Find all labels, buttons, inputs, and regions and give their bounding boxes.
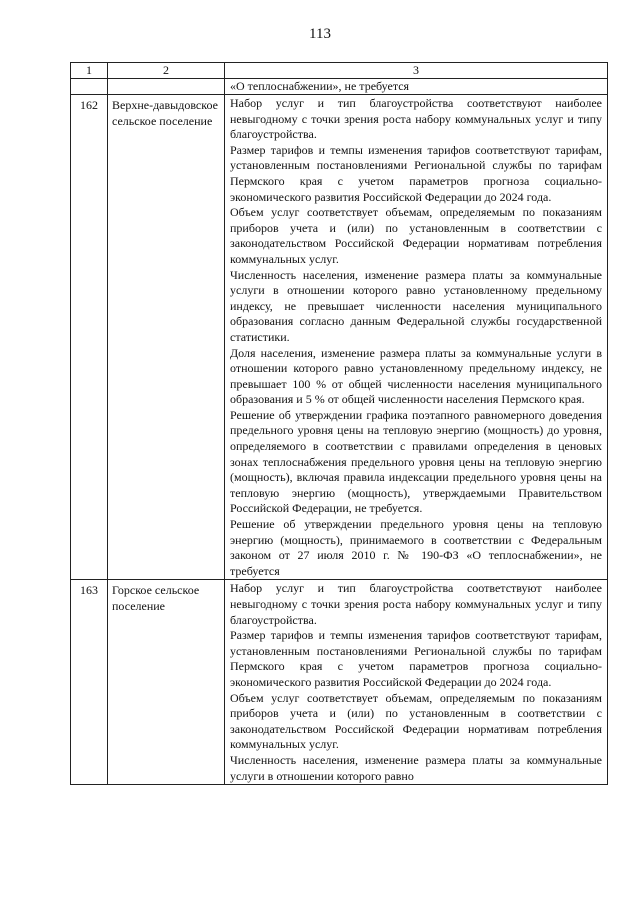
- continuation-text: «О теплоснабжении», не требуется: [230, 79, 410, 93]
- description-cell: [225, 95, 608, 580]
- table-row: [71, 95, 608, 580]
- row-number: 163: [80, 583, 98, 598]
- description-paragraph: Размер тарифов и темпы изменения тарифов соответствуют тарифам, установленным постановлениями Региональной службы по тарифам Пермского края с учетом параметров прогноза социально-экономического развития Российской Федерации до 2024 года.: [230, 142, 602, 204]
- municipality-name: Горское сельское поселение: [112, 583, 200, 614]
- header-col-3: 3: [225, 63, 608, 79]
- description-paragraph: Доля населения, изменение размера платы за коммунальные услуги в отношении которого равно установленному предельному индексу, не превышает 100 % от общей численности населения муниципального образования и 5 % от общей численности населения Пермского края.: [230, 345, 602, 407]
- header-col-2: 2: [108, 63, 225, 79]
- header-col-1: 1: [71, 63, 108, 79]
- data-table: [70, 62, 608, 785]
- description-paragraph: Решение об утверждении графика поэтапного равномерного доведения предельного уровня цены на тепловую энергию (мощность) до уровня, определяемого в соответствии с правилами определения в ценовых зонах теплоснабжения предельного уровня цены на тепловую энергию (мощность), включая правила индексации предельного уровня цены на тепловую энергию (мощность), утверждаемыми Правительством Российской Федерации, не требуется.: [230, 407, 602, 516]
- description-paragraph: Набор услуг и тип благоустройства соответствуют наиболее невыгодному с точки зрения роста набору коммунальных услуг и типу благоустройства.: [230, 96, 602, 142]
- description-paragraph: Набор услуг и тип благоустройства соответствуют наиболее невыгодному с точки зрения роста набору коммунальных услуг и типу благоустройства.: [230, 581, 602, 627]
- row-number-cell: [71, 580, 108, 785]
- row-number-cell: [71, 95, 108, 580]
- description-paragraph: Численность населения, изменение размера платы за коммунальные услуги в отношении которого равно: [230, 752, 602, 783]
- description-paragraph: Объем услуг соответствует объемам, определяемым по показаниям приборов учета и (или) по установленным в соответствии с законодательством Российской Федерации нормативам потребления коммунальных услуг.: [230, 690, 602, 752]
- municipality-cell: [108, 580, 225, 785]
- description-paragraph: Размер тарифов и темпы изменения тарифов соответствуют тарифам, установленным постановлениями Региональной службы по тарифам Пермского края с учетом параметров прогноза социально-экономического развития Российской Федерации до 2024 года.: [230, 628, 602, 689]
- page-number: 113: [309, 26, 331, 42]
- continuation-num-cell: [71, 79, 108, 95]
- table-header-row: [71, 63, 608, 79]
- description-paragraph: Численность населения, изменение размера платы за коммунальные услуги в отношении которого равно установленному предельному индексу, не превышает численности населения муниципального образования согласно данным Федеральной службы государственной статистики.: [230, 267, 602, 344]
- continuation-row: [71, 79, 608, 95]
- description-paragraph: Решение об утверждении предельного уровня цены на тепловую энергию (мощность), принимаемого в соответствии с Федеральным законом от 27 июля 2010 г. № 190-ФЗ «О теплоснабжении», не требуется: [230, 517, 602, 578]
- description-cell: [225, 580, 608, 785]
- description-paragraph: Объем услуг соответствует объемам, определяемым по показаниям приборов учета и (или) по установленным в соответствии с законодательством Российской Федерации нормативам потребления коммунальных услуг.: [230, 205, 602, 266]
- table-row: [71, 580, 608, 785]
- municipality-cell: [108, 95, 225, 580]
- continuation-name-cell: [108, 79, 225, 95]
- continuation-text-cell: [225, 79, 608, 95]
- row-number: 162: [80, 98, 98, 112]
- municipality-name: Верхне-давыдовское сельское поселение: [112, 98, 218, 128]
